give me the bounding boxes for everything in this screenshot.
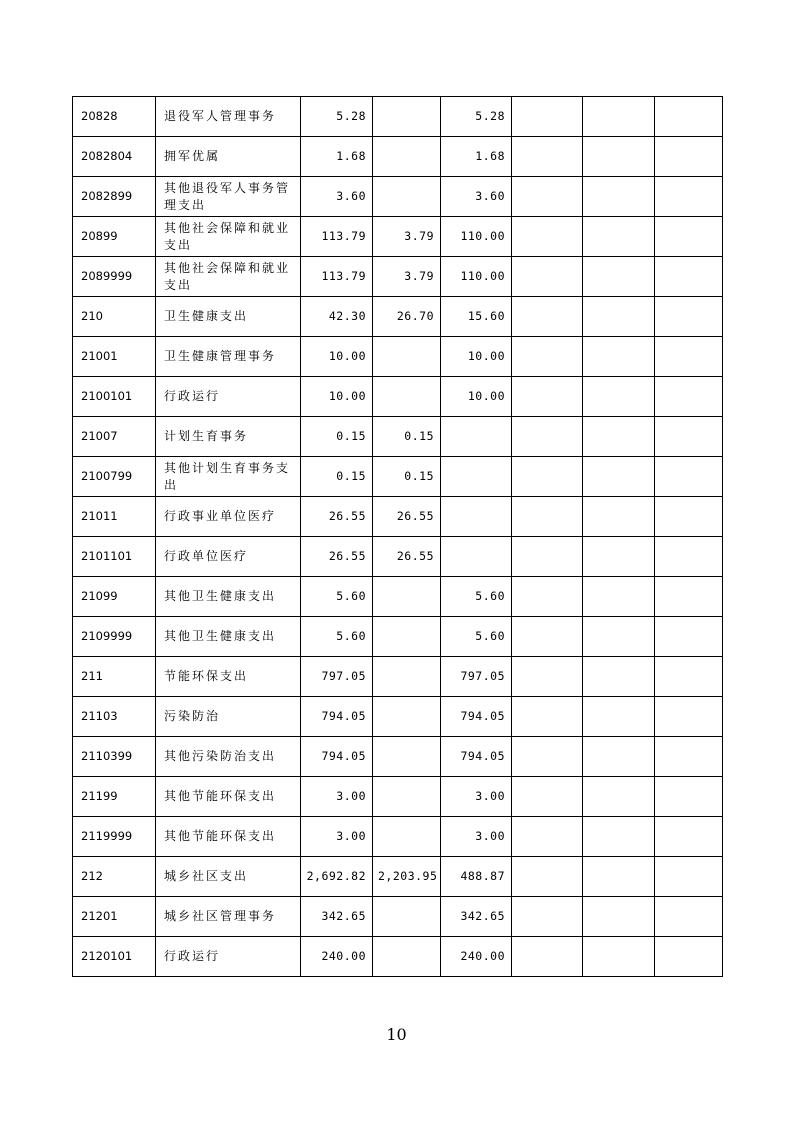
empty-column-cell: [512, 377, 583, 417]
empty-column-cell: [512, 697, 583, 737]
empty-column-cell: [655, 897, 723, 937]
empty-column-cell: [512, 137, 583, 177]
basic-expenditure-cell: 3.79: [373, 257, 441, 297]
table-row: [73, 337, 723, 377]
function-name-cell: 其他污染防治支出: [156, 737, 301, 777]
empty-column-cell: [512, 657, 583, 697]
basic-expenditure-cell: [373, 937, 441, 977]
empty-column-cell: [583, 897, 655, 937]
function-code-cell: 212: [73, 857, 156, 897]
empty-column-cell: [583, 97, 655, 137]
empty-column-cell: [512, 297, 583, 337]
empty-column-cell: [583, 297, 655, 337]
function-code-cell: 2089999: [73, 257, 156, 297]
basic-expenditure-cell: [373, 177, 441, 217]
table-row: [73, 817, 723, 857]
empty-column-cell: [583, 617, 655, 657]
empty-column-cell: [655, 857, 723, 897]
table-row: [73, 937, 723, 977]
empty-column-cell: [583, 697, 655, 737]
empty-column-cell: [583, 817, 655, 857]
function-name-cell: 行政事业单位医疗: [156, 497, 301, 537]
project-expenditure-cell: 15.60: [441, 297, 512, 337]
table-row: [73, 297, 723, 337]
empty-column-cell: [655, 777, 723, 817]
empty-column-cell: [583, 497, 655, 537]
table-row: [73, 217, 723, 257]
total-amount-cell: 5.60: [301, 577, 373, 617]
empty-column-cell: [512, 777, 583, 817]
empty-column-cell: [655, 697, 723, 737]
empty-column-cell: [583, 257, 655, 297]
total-amount-cell: 42.30: [301, 297, 373, 337]
project-expenditure-cell: 3.00: [441, 777, 512, 817]
empty-column-cell: [512, 97, 583, 137]
empty-column-cell: [512, 937, 583, 977]
total-amount-cell: 797.05: [301, 657, 373, 697]
function-name-cell: 行政运行: [156, 377, 301, 417]
table-row: [73, 457, 723, 497]
total-amount-cell: 3.00: [301, 777, 373, 817]
empty-column-cell: [512, 857, 583, 897]
basic-expenditure-cell: [373, 137, 441, 177]
project-expenditure-cell: 110.00: [441, 217, 512, 257]
function-name-cell: 其他节能环保支出: [156, 777, 301, 817]
function-code-cell: 20899: [73, 217, 156, 257]
function-name-cell: 节能环保支出: [156, 657, 301, 697]
total-amount-cell: 0.15: [301, 457, 373, 497]
table-row: [73, 857, 723, 897]
function-code-cell: 211: [73, 657, 156, 697]
project-expenditure-cell: 488.87: [441, 857, 512, 897]
basic-expenditure-cell: [373, 777, 441, 817]
total-amount-cell: 26.55: [301, 537, 373, 577]
empty-column-cell: [655, 457, 723, 497]
project-expenditure-cell: 10.00: [441, 337, 512, 377]
empty-column-cell: [655, 257, 723, 297]
table-row: [73, 257, 723, 297]
table-row: [73, 377, 723, 417]
function-code-cell: 2100101: [73, 377, 156, 417]
total-amount-cell: 794.05: [301, 697, 373, 737]
table-row: [73, 577, 723, 617]
function-code-cell: 21099: [73, 577, 156, 617]
basic-expenditure-cell: [373, 577, 441, 617]
basic-expenditure-cell: [373, 657, 441, 697]
total-amount-cell: 2,692.82: [301, 857, 373, 897]
empty-column-cell: [512, 337, 583, 377]
function-name-cell: 其他社会保障和就业支出: [156, 257, 301, 297]
empty-column-cell: [512, 497, 583, 537]
table-row: [73, 177, 723, 217]
project-expenditure-cell: 797.05: [441, 657, 512, 697]
project-expenditure-cell: 10.00: [441, 377, 512, 417]
function-name-cell: 城乡社区管理事务: [156, 897, 301, 937]
empty-column-cell: [583, 337, 655, 377]
empty-column-cell: [655, 937, 723, 977]
total-amount-cell: 342.65: [301, 897, 373, 937]
empty-column-cell: [655, 657, 723, 697]
basic-expenditure-cell: [373, 737, 441, 777]
basic-expenditure-cell: 0.15: [373, 417, 441, 457]
table-row: [73, 97, 723, 137]
project-expenditure-cell: 5.60: [441, 617, 512, 657]
empty-column-cell: [512, 457, 583, 497]
project-expenditure-cell: 5.28: [441, 97, 512, 137]
empty-column-cell: [655, 337, 723, 377]
total-amount-cell: 3.60: [301, 177, 373, 217]
table-row: [73, 657, 723, 697]
table-row: [73, 777, 723, 817]
function-name-cell: 拥军优属: [156, 137, 301, 177]
empty-column-cell: [512, 897, 583, 937]
empty-column-cell: [655, 417, 723, 457]
empty-column-cell: [512, 217, 583, 257]
empty-column-cell: [655, 497, 723, 537]
function-name-cell: 其他节能环保支出: [156, 817, 301, 857]
empty-column-cell: [583, 857, 655, 897]
project-expenditure-cell: 794.05: [441, 697, 512, 737]
function-code-cell: 2110399: [73, 737, 156, 777]
empty-column-cell: [512, 817, 583, 857]
total-amount-cell: 240.00: [301, 937, 373, 977]
basic-expenditure-cell: [373, 817, 441, 857]
function-code-cell: 21201: [73, 897, 156, 937]
empty-column-cell: [655, 297, 723, 337]
basic-expenditure-cell: [373, 897, 441, 937]
total-amount-cell: 113.79: [301, 217, 373, 257]
project-expenditure-cell: 240.00: [441, 937, 512, 977]
project-expenditure-cell: 3.60: [441, 177, 512, 217]
function-code-cell: 2082899: [73, 177, 156, 217]
table-row: [73, 697, 723, 737]
table-row: [73, 497, 723, 537]
basic-expenditure-cell: [373, 97, 441, 137]
function-name-cell: 其他退役军人事务管理支出: [156, 177, 301, 217]
function-code-cell: 2082804: [73, 137, 156, 177]
total-amount-cell: 1.68: [301, 137, 373, 177]
function-code-cell: 21103: [73, 697, 156, 737]
function-code-cell: 21001: [73, 337, 156, 377]
function-name-cell: 其他社会保障和就业支出: [156, 217, 301, 257]
basic-expenditure-cell: 26.55: [373, 537, 441, 577]
basic-expenditure-cell: 2,203.95: [373, 857, 441, 897]
function-name-cell: 卫生健康支出: [156, 297, 301, 337]
empty-column-cell: [583, 137, 655, 177]
function-name-cell: 其他卫生健康支出: [156, 617, 301, 657]
total-amount-cell: 0.15: [301, 417, 373, 457]
project-expenditure-cell: 794.05: [441, 737, 512, 777]
empty-column-cell: [512, 577, 583, 617]
total-amount-cell: 794.05: [301, 737, 373, 777]
function-name-cell: 行政运行: [156, 937, 301, 977]
basic-expenditure-cell: 3.79: [373, 217, 441, 257]
table-row: [73, 537, 723, 577]
function-name-cell: 其他卫生健康支出: [156, 577, 301, 617]
total-amount-cell: 10.00: [301, 377, 373, 417]
empty-column-cell: [655, 577, 723, 617]
empty-column-cell: [583, 577, 655, 617]
project-expenditure-cell: 110.00: [441, 257, 512, 297]
function-name-cell: 行政单位医疗: [156, 537, 301, 577]
empty-column-cell: [655, 97, 723, 137]
basic-expenditure-cell: 0.15: [373, 457, 441, 497]
total-amount-cell: 113.79: [301, 257, 373, 297]
basic-expenditure-cell: 26.55: [373, 497, 441, 537]
function-code-cell: 2120101: [73, 937, 156, 977]
function-code-cell: 21007: [73, 417, 156, 457]
empty-column-cell: [583, 457, 655, 497]
empty-column-cell: [655, 737, 723, 777]
table-body: [73, 97, 723, 977]
project-expenditure-cell: [441, 457, 512, 497]
function-code-cell: 2100799: [73, 457, 156, 497]
project-expenditure-cell: [441, 537, 512, 577]
function-code-cell: 21199: [73, 777, 156, 817]
empty-column-cell: [512, 617, 583, 657]
budget-table: [72, 96, 723, 977]
total-amount-cell: 26.55: [301, 497, 373, 537]
table-row: [73, 137, 723, 177]
project-expenditure-cell: 5.60: [441, 577, 512, 617]
empty-column-cell: [655, 217, 723, 257]
empty-column-cell: [583, 737, 655, 777]
function-name-cell: 其他计划生育事务支出: [156, 457, 301, 497]
table-row: [73, 737, 723, 777]
basic-expenditure-cell: [373, 697, 441, 737]
table-row: [73, 417, 723, 457]
function-code-cell: 2101101: [73, 537, 156, 577]
project-expenditure-cell: 342.65: [441, 897, 512, 937]
empty-column-cell: [512, 417, 583, 457]
basic-expenditure-cell: [373, 337, 441, 377]
function-name-cell: 退役军人管理事务: [156, 97, 301, 137]
project-expenditure-cell: 1.68: [441, 137, 512, 177]
function-name-cell: 卫生健康管理事务: [156, 337, 301, 377]
basic-expenditure-cell: 26.70: [373, 297, 441, 337]
empty-column-cell: [655, 177, 723, 217]
empty-column-cell: [583, 657, 655, 697]
empty-column-cell: [512, 537, 583, 577]
empty-column-cell: [583, 417, 655, 457]
empty-column-cell: [583, 177, 655, 217]
table-row: [73, 897, 723, 937]
empty-column-cell: [655, 817, 723, 857]
function-code-cell: 210: [73, 297, 156, 337]
function-code-cell: 20828: [73, 97, 156, 137]
project-expenditure-cell: 3.00: [441, 817, 512, 857]
page-number: 10: [386, 1025, 407, 1044]
function-name-cell: 计划生育事务: [156, 417, 301, 457]
project-expenditure-cell: [441, 497, 512, 537]
total-amount-cell: 3.00: [301, 817, 373, 857]
empty-column-cell: [583, 377, 655, 417]
basic-expenditure-cell: [373, 617, 441, 657]
empty-column-cell: [512, 257, 583, 297]
empty-column-cell: [512, 737, 583, 777]
empty-column-cell: [583, 537, 655, 577]
total-amount-cell: 10.00: [301, 337, 373, 377]
function-name-cell: 污染防治: [156, 697, 301, 737]
total-amount-cell: 5.60: [301, 617, 373, 657]
basic-expenditure-cell: [373, 377, 441, 417]
empty-column-cell: [583, 777, 655, 817]
empty-column-cell: [655, 617, 723, 657]
table-row: [73, 617, 723, 657]
function-name-cell: 城乡社区支出: [156, 857, 301, 897]
empty-column-cell: [512, 177, 583, 217]
empty-column-cell: [583, 217, 655, 257]
function-code-cell: 2109999: [73, 617, 156, 657]
empty-column-cell: [583, 937, 655, 977]
total-amount-cell: 5.28: [301, 97, 373, 137]
function-code-cell: 21011: [73, 497, 156, 537]
empty-column-cell: [655, 537, 723, 577]
project-expenditure-cell: [441, 417, 512, 457]
empty-column-cell: [655, 137, 723, 177]
empty-column-cell: [655, 377, 723, 417]
function-code-cell: 2119999: [73, 817, 156, 857]
